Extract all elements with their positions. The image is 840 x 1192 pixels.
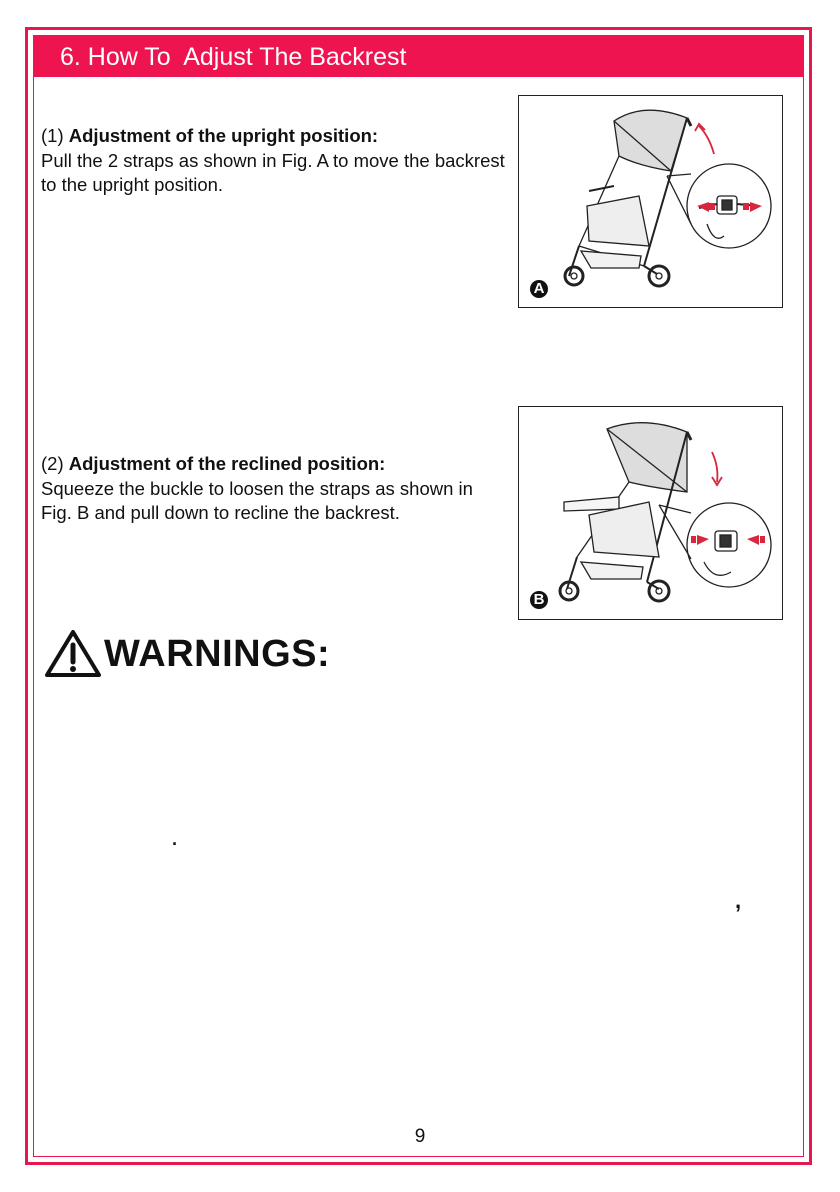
upright-instructions: Pull the 2 straps as shown in Fig. A to move the backrest to the upright position.: [41, 149, 505, 195]
upright-adjustment-section: [41, 124, 511, 198]
warnings-title: WARNINGS:: [104, 632, 331, 675]
stray-dot-mark: ·: [172, 834, 178, 854]
reclined-instructions: Squeeze the buckle to loosen the straps as shown in Fig. B and pull down to recline the backrest.: [41, 477, 473, 523]
warnings-heading: [44, 626, 330, 682]
upright-heading: [41, 124, 511, 149]
reclined-adjustment-section: [41, 452, 481, 526]
page-number: 9: [414, 1126, 426, 1147]
figure-b-badge: B: [530, 591, 548, 609]
warning-triangle-icon: [44, 629, 102, 679]
figure-a: [518, 95, 783, 308]
stroller-reclined-illustration: [519, 407, 784, 621]
section-title: 6. How To Adjust The Backrest: [60, 43, 407, 71]
reclined-number: (2): [41, 453, 64, 474]
stroller-upright-illustration: [519, 96, 784, 309]
upright-title: Adjustment of the upright position:: [68, 125, 379, 146]
stray-comma-mark: ,: [735, 888, 742, 913]
reclined-title: Adjustment of the reclined position:: [68, 453, 386, 474]
reclined-heading: [41, 452, 481, 477]
figure-a-badge: A: [530, 280, 548, 298]
upright-number: (1): [41, 125, 64, 146]
figure-b: [518, 406, 783, 620]
